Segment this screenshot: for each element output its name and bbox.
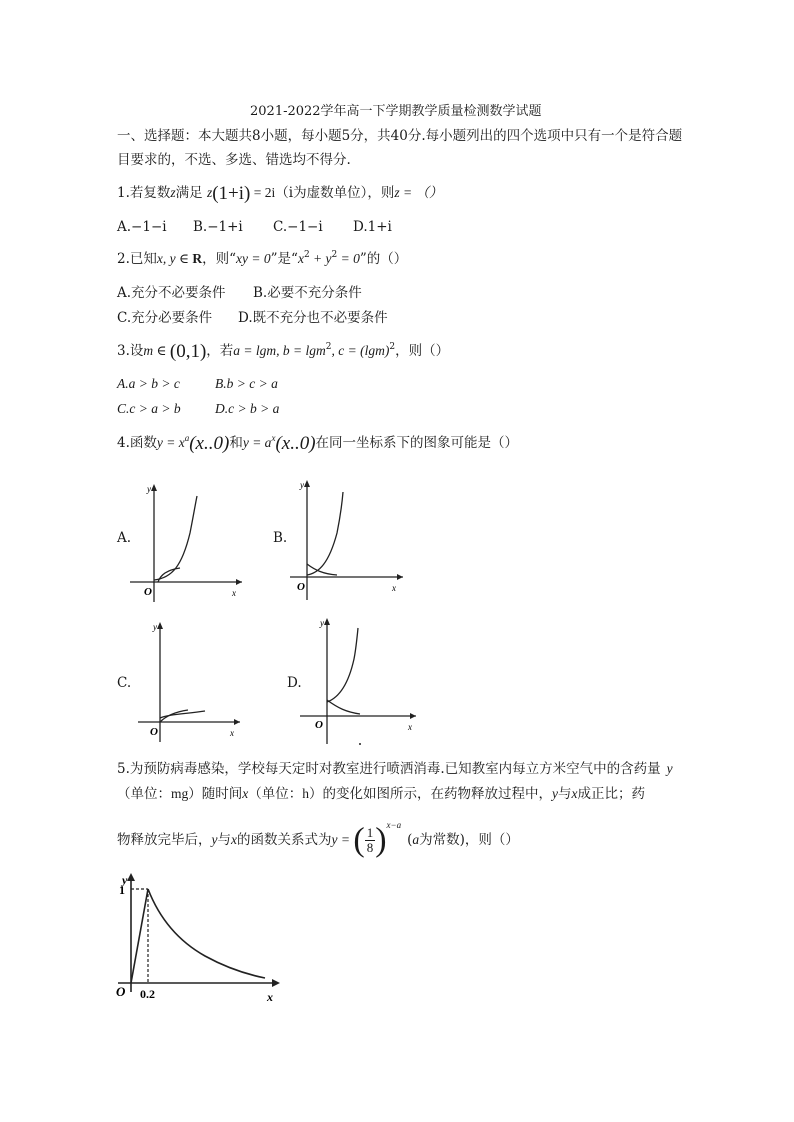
- q5-line3-d: (: [407, 832, 413, 848]
- q3-given: ，若: [206, 343, 234, 359]
- axis-y-label: y: [153, 622, 157, 632]
- q5-fn-exp: x−a: [386, 820, 402, 830]
- question-1-stem: [117, 184, 442, 203]
- curve-power: [160, 710, 188, 722]
- q5-line3-a: 物释放完毕后，: [117, 832, 212, 848]
- q4-graph-a: [120, 478, 250, 608]
- q5-line3-b: 与: [217, 832, 231, 848]
- q5-line3-y: y: [211, 832, 218, 847]
- question-5-line-2: [117, 785, 645, 803]
- q5-frac-num: 1: [366, 825, 374, 840]
- q5-line3-e: 为常数)，则（）: [419, 832, 519, 848]
- y-axis-arrow: [151, 484, 157, 491]
- q2-cond2b: + y: [309, 251, 332, 266]
- q2-set-r: R: [192, 251, 203, 266]
- q1-prefix: 1.若复数: [117, 185, 171, 201]
- q2-cond-pre: ，则“: [202, 251, 237, 267]
- question-5-line-1: [117, 760, 673, 778]
- origin-label: O: [144, 586, 152, 598]
- q4-f1-dom: (x..0): [189, 433, 230, 454]
- q1-eq-mid: (1+i): [212, 183, 251, 204]
- decay-curve: [148, 889, 265, 978]
- axis-x-label: x: [267, 990, 273, 1004]
- stray-dot: [359, 743, 361, 745]
- q4-graph-c: [130, 618, 260, 748]
- q4-graph-b: [285, 478, 415, 608]
- axis-x-label: x: [232, 588, 236, 598]
- q2-cond2a: x: [297, 251, 304, 266]
- q5-line1-text: 5.为预防病毒感染，学校每天定时对教室进行喷洒消毒.已知教室内每立方米空气中的含药量: [117, 761, 661, 777]
- q4-graph-d: [298, 614, 428, 754]
- q5-line1-var: y: [666, 761, 673, 776]
- q3-prefix: 3.设: [117, 343, 144, 359]
- origin-label: O: [297, 581, 305, 593]
- q5-frac-den: 8: [366, 840, 374, 855]
- q5-line2-e: 与: [558, 786, 572, 802]
- q5-fn-y: y =: [331, 832, 354, 847]
- question-3-stem: 3.设m ∈ (0,1)，若a = lgm, b = lgm$^2$, $c = (\lg m)^2$，则（）: [117, 341, 450, 362]
- q5-unit-h: h: [302, 786, 310, 801]
- q5-line2-c: （单位：: [248, 786, 303, 802]
- q5-line2-x2: x: [571, 786, 578, 801]
- q1-option-c: C.−1−i: [273, 219, 323, 235]
- x-axis-arrow: [397, 574, 403, 580]
- question-4-stem: [117, 434, 518, 453]
- q1-eq-right: = 2i: [250, 185, 276, 200]
- page-title: 2021-2022学年高一下学期教学质量检测数学试题: [250, 104, 542, 119]
- q1-note: （i为虚数单位），则: [275, 185, 395, 201]
- q1-eq-left: z: [206, 185, 213, 200]
- q4-f2-dom: (x..0): [275, 433, 316, 454]
- q5-line2-a: （单位：: [117, 786, 171, 802]
- y-axis-arrow: [304, 480, 310, 487]
- x-axis-arrow: [272, 979, 280, 987]
- x-axis-arrow: [234, 719, 240, 725]
- q1-var-z: z: [170, 185, 176, 200]
- q5-line2-f: 成正比；药: [577, 786, 646, 802]
- axis-y-label: y: [147, 484, 151, 494]
- q3-interval: (0,1): [169, 341, 207, 362]
- q4-option-label-a: A.: [117, 530, 132, 546]
- axis-y-label: y: [320, 618, 324, 628]
- x-tick-label: 0.2: [140, 987, 155, 1001]
- q2-cond1: xy = 0: [236, 251, 271, 266]
- q4-f2: y = a: [242, 435, 272, 450]
- q3-expr-c: , c = (lgm): [331, 343, 390, 358]
- q3-m-in: m ∈: [143, 343, 170, 358]
- q3-option-a: A.a > b > c: [117, 376, 180, 391]
- q4-option-label-d: D.: [287, 675, 302, 691]
- curve-power: [327, 700, 360, 714]
- q5-fraction: [365, 826, 376, 855]
- release-line: [131, 889, 148, 983]
- x-axis-arrow: [236, 579, 242, 585]
- q4-option-label-b: B.: [273, 530, 288, 546]
- q4-option-label-c: C.: [117, 675, 132, 691]
- q4-and: 和: [229, 435, 243, 451]
- q1-option-d: D.1+i: [353, 219, 392, 235]
- axis-x-label: x: [230, 728, 234, 738]
- axis-x-label: x: [408, 722, 412, 732]
- q4-f1: y = x: [156, 435, 185, 450]
- axis-y-label: y: [300, 480, 304, 490]
- q4-prefix: 4.函数: [117, 435, 157, 451]
- q2-option-b: B.必要不充分条件: [253, 285, 362, 301]
- q2-option-a: A.充分不必要条件: [117, 285, 226, 301]
- axis-y-label: y: [122, 873, 128, 887]
- y-axis-arrow: [127, 873, 135, 881]
- axis-x-label: x: [392, 583, 396, 593]
- q2-option-c: C.充分必要条件: [117, 310, 213, 326]
- q2-cond-mid: ”是“: [270, 251, 298, 267]
- x-axis-arrow: [410, 713, 416, 719]
- y-axis-arrow: [157, 622, 163, 629]
- question-5-line-3: 物释放完毕后，y与x的函数关系式为y = ( $\frac{1}{8}$ )$^{x-a}$(a为常数)，则（）: [117, 820, 519, 859]
- q5-line2-b: ）随时间: [188, 786, 243, 802]
- q2-vars: x, y ∈: [156, 251, 193, 266]
- q5-line3-x: x: [231, 832, 237, 847]
- q2-cond2c: = 0: [337, 251, 360, 266]
- q1-option-b: B.−1+i: [193, 219, 243, 235]
- q5-line2-y: y: [552, 786, 559, 801]
- y-axis-arrow: [324, 618, 330, 625]
- q5-line2-d: ）的变化如图所示，在药物释放过程中，: [309, 786, 553, 802]
- section-instruction-line-2: 目要求的，不选、多选、错选均不得分.: [117, 152, 351, 168]
- origin-label: O: [116, 984, 126, 999]
- q4-suffix: 在同一坐标系下的图象可能是（）: [315, 435, 519, 451]
- q2-suffix: ”的（）: [359, 251, 408, 267]
- question-2-stem: 2.已知x, y ∈ R，则“xy = 0”是“$x^2 + y^2 = 0$”的（）: [117, 250, 408, 267]
- q3-option-b: B.b > c > a: [215, 376, 278, 391]
- q3-option-c: C.c > a > b: [117, 401, 181, 416]
- q5-figure: [110, 870, 290, 1010]
- q4-f1-exp: a: [184, 433, 190, 443]
- q1-option-a: A.−1−i: [117, 219, 167, 235]
- q5-line3-c: 的函数关系式为: [237, 832, 332, 848]
- origin-label: O: [315, 719, 323, 731]
- q3-expr: a = lgm, b = lgm: [233, 343, 326, 358]
- q2-option-d: D.既不充分也不必要条件: [238, 310, 388, 326]
- curve-power: [307, 492, 343, 575]
- q5-unit-mg: mg: [171, 786, 189, 801]
- q4-f2-exp: x: [271, 433, 276, 443]
- section-instruction-line-1: 一、选择题：本大题共8小题，每小题5分，共40分.每小题列出的四个选项中只有一个是符合题: [117, 128, 683, 144]
- q1-suffix: 满足: [175, 185, 203, 201]
- q5-line2-x: x: [242, 786, 249, 801]
- q5-line3-a-var: a: [412, 832, 420, 847]
- q3-suffix: ，则（）: [395, 343, 450, 359]
- q2-prefix: 2.已知: [117, 251, 157, 267]
- y-tick-label: 1: [119, 883, 125, 897]
- q3-option-d: D.c > b > a: [215, 401, 280, 416]
- origin-label: O: [150, 726, 158, 738]
- q1-ask: z = （）: [394, 185, 443, 200]
- curve-exponential: [327, 628, 358, 702]
- curve-exponential: [154, 496, 197, 580]
